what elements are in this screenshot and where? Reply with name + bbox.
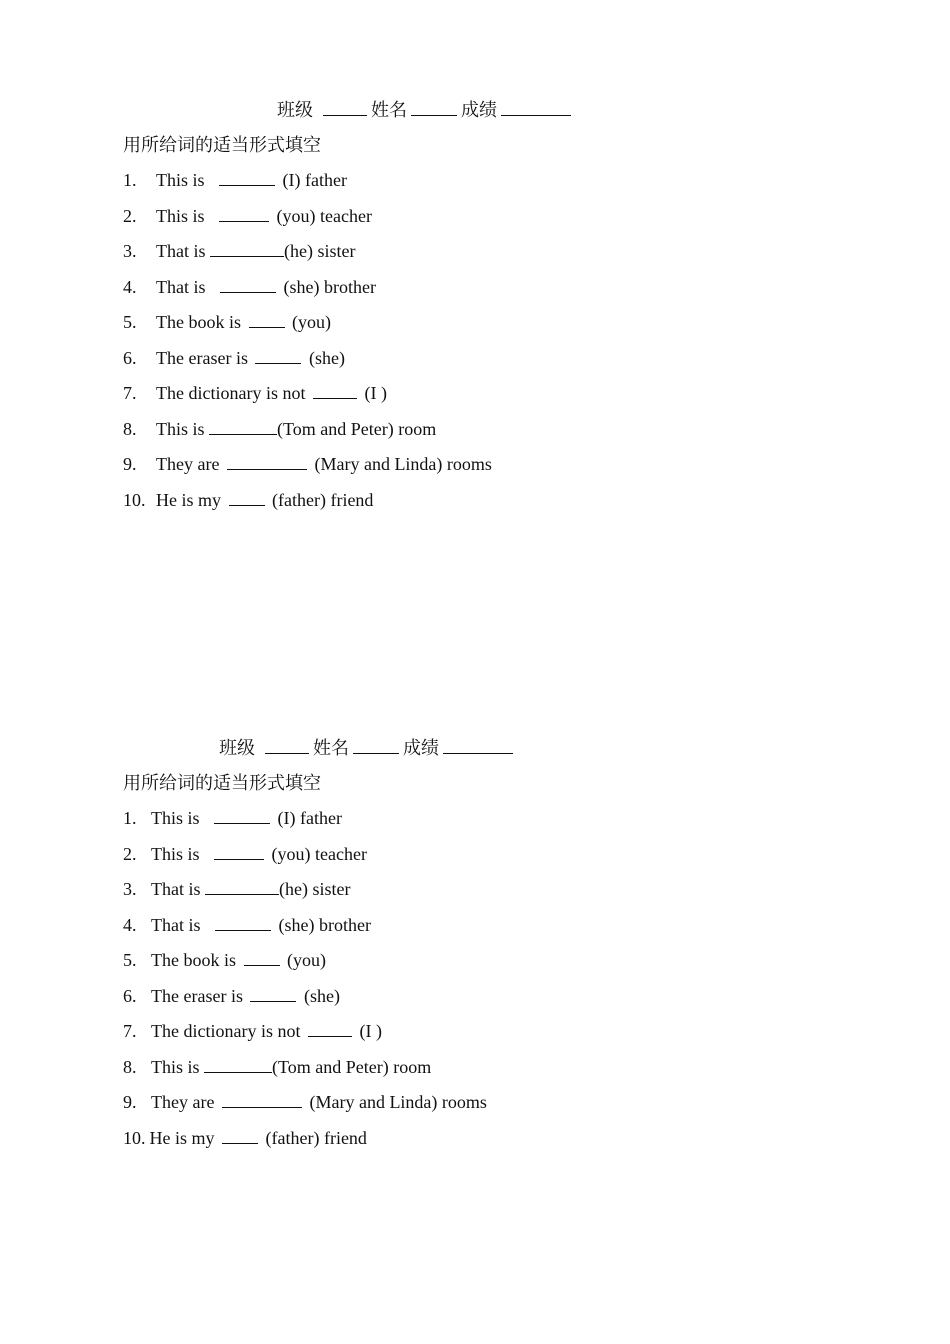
class-blank[interactable]	[323, 99, 367, 116]
item-number: 10.	[123, 489, 146, 510]
answer-blank[interactable]	[219, 205, 269, 222]
item-number: 8.	[123, 418, 137, 439]
item-hint: (Mary and Linda) rooms	[314, 454, 492, 474]
exercise-item	[123, 982, 487, 1018]
item-prompt: That is	[156, 241, 206, 261]
item-number: 9.	[123, 454, 137, 474]
item-number: 4.	[123, 914, 137, 935]
item-number: 1.	[123, 170, 137, 190]
name-blank[interactable]	[353, 737, 399, 754]
answer-blank[interactable]	[210, 240, 284, 257]
item-prompt: That is	[156, 276, 206, 297]
exercise-item	[123, 237, 492, 273]
item-hint: (father) friend	[265, 1127, 367, 1148]
answer-blank[interactable]	[220, 276, 276, 293]
exercise-item	[123, 1017, 487, 1053]
item-prompt: The eraser is	[151, 985, 243, 1006]
exercise-list	[123, 804, 487, 1159]
answer-blank[interactable]	[250, 985, 296, 1002]
exercise-item	[123, 1088, 487, 1124]
answer-blank[interactable]	[308, 1020, 352, 1037]
answer-blank[interactable]	[214, 843, 264, 860]
name-blank[interactable]	[411, 99, 457, 116]
item-prompt: That is	[151, 914, 201, 935]
exercise-item	[123, 166, 492, 202]
item-hint: (you)	[292, 312, 331, 332]
item-hint: (I )	[364, 383, 387, 403]
exercise-item	[123, 415, 492, 451]
item-hint: (Tom and Peter) room	[272, 1056, 432, 1077]
item-number: 1.	[123, 808, 137, 828]
answer-blank[interactable]	[204, 1056, 272, 1073]
item-hint: (Tom and Peter) room	[277, 418, 437, 439]
item-number: 7.	[123, 383, 137, 403]
answer-blank[interactable]	[255, 347, 301, 364]
item-hint: (you) teacher	[276, 205, 372, 226]
item-hint: (Mary and Linda) rooms	[309, 1092, 487, 1112]
class-label: 班级	[277, 100, 313, 120]
item-number: 5.	[123, 312, 137, 332]
item-number: 2.	[123, 205, 137, 226]
item-number: 8.	[123, 1056, 137, 1077]
item-prompt: He is my	[156, 489, 221, 510]
score-blank[interactable]	[443, 737, 513, 754]
item-hint: (father) friend	[272, 489, 374, 510]
exercise-item	[123, 911, 487, 947]
name-label: 姓名	[371, 100, 407, 120]
instruction-text: 用所给词的适当形式填空	[123, 135, 321, 155]
answer-blank[interactable]	[214, 807, 270, 824]
item-prompt: The book is	[156, 312, 241, 332]
class-blank[interactable]	[265, 737, 309, 754]
score-label: 成绩	[461, 100, 497, 120]
item-hint: (I) father	[282, 170, 347, 190]
item-prompt: This is	[151, 808, 200, 828]
item-number: 7.	[123, 1021, 137, 1041]
worksheet-header	[277, 96, 575, 124]
item-prompt: This is	[156, 170, 205, 190]
name-label: 姓名	[313, 738, 349, 758]
item-prompt: The eraser is	[156, 347, 248, 368]
item-prompt: They are	[156, 454, 220, 474]
item-number: 4.	[123, 276, 137, 297]
item-hint: (he) sister	[279, 879, 351, 899]
item-number: 6.	[123, 985, 137, 1006]
item-hint: (she)	[308, 347, 345, 368]
answer-blank[interactable]	[229, 489, 265, 506]
exercise-item	[123, 379, 492, 415]
exercise-item	[123, 1124, 487, 1160]
answer-blank[interactable]	[215, 914, 271, 931]
answer-blank[interactable]	[227, 453, 307, 470]
exercise-item	[123, 308, 492, 344]
item-hint: (he) sister	[284, 241, 356, 261]
answer-blank[interactable]	[222, 1127, 258, 1144]
exercise-item	[123, 1053, 487, 1089]
answer-blank[interactable]	[249, 311, 285, 328]
item-prompt: The dictionary is not	[151, 1021, 301, 1041]
item-prompt: The dictionary is not	[156, 383, 306, 403]
exercise-item	[123, 450, 492, 486]
item-number: 6.	[123, 347, 137, 368]
item-number: 3.	[123, 879, 137, 899]
answer-blank[interactable]	[205, 878, 279, 895]
item-prompt: They are	[151, 1092, 215, 1112]
score-label: 成绩	[403, 738, 439, 758]
exercise-item	[123, 486, 492, 522]
item-hint: (she)	[303, 985, 340, 1006]
exercise-item	[123, 804, 487, 840]
score-blank[interactable]	[501, 99, 571, 116]
item-hint: (you)	[287, 950, 326, 970]
exercise-item	[123, 273, 492, 309]
exercise-list	[123, 166, 492, 521]
item-hint: (you) teacher	[271, 843, 367, 864]
item-prompt: This is	[151, 843, 200, 864]
answer-blank[interactable]	[219, 169, 275, 186]
item-prompt: He is my	[149, 1127, 215, 1148]
item-prompt: This is	[151, 1056, 200, 1077]
item-number: 9.	[123, 1092, 137, 1112]
item-prompt: This is	[156, 418, 205, 439]
answer-blank[interactable]	[222, 1091, 302, 1108]
worksheet-header	[219, 734, 517, 762]
exercise-item	[123, 840, 487, 876]
item-prompt: The book is	[151, 950, 236, 970]
answer-blank[interactable]	[313, 382, 357, 399]
item-prompt: That is	[151, 879, 201, 899]
item-number: 2.	[123, 843, 137, 864]
item-hint: (she) brother	[283, 276, 376, 297]
item-number: 3.	[123, 241, 137, 261]
item-number: 10.	[123, 1127, 146, 1148]
exercise-item	[123, 946, 487, 982]
exercise-item	[123, 344, 492, 380]
item-hint: (she) brother	[278, 914, 371, 935]
class-label: 班级	[219, 738, 255, 758]
item-number: 5.	[123, 950, 137, 970]
exercise-item	[123, 202, 492, 238]
answer-blank[interactable]	[209, 418, 277, 435]
item-hint: (I) father	[277, 808, 342, 828]
exercise-item	[123, 875, 487, 911]
answer-blank[interactable]	[244, 949, 280, 966]
item-prompt: This is	[156, 205, 205, 226]
instruction-text: 用所给词的适当形式填空	[123, 773, 321, 793]
item-hint: (I )	[359, 1021, 382, 1041]
